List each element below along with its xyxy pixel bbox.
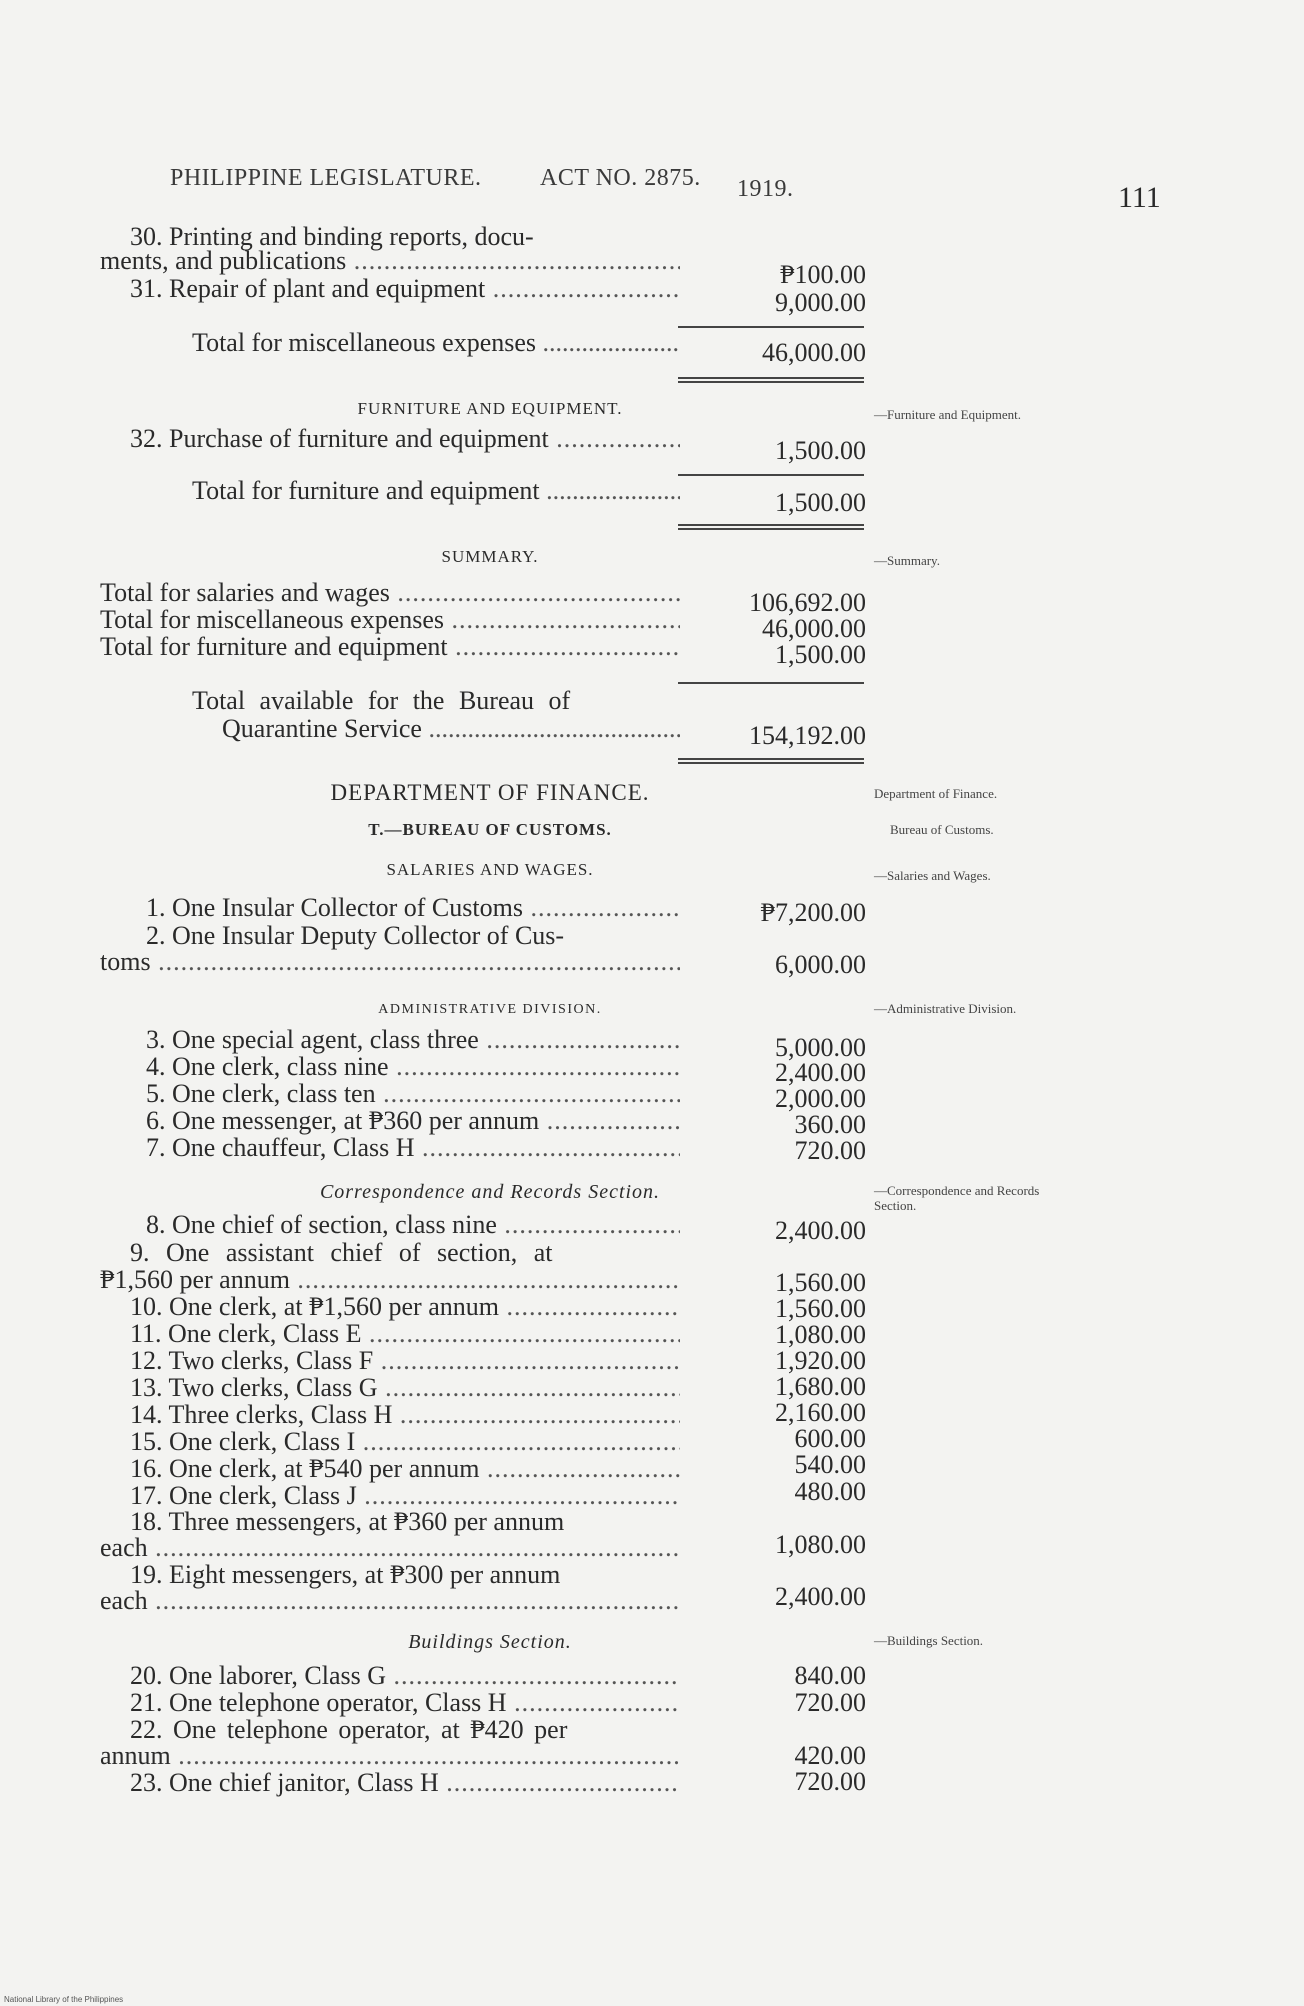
item-2-line1: 2. One Insular Deputy Collector of Cus- xyxy=(146,921,565,950)
item-8: 8. One chief of section, class nine ..... xyxy=(146,1210,680,1240)
summary-total-line1: Total available for the Bureau of xyxy=(192,686,571,715)
item-30-line2: ments, and publications ..... xyxy=(100,246,680,276)
item-23: 23. One chief janitor, Class H ..... xyxy=(130,1768,680,1798)
item-30-amount: ₱100.00 xyxy=(780,260,866,289)
salaries-side-note: —Salaries and Wages. xyxy=(874,868,991,883)
correspondence-row-amount: 600.00 xyxy=(794,1424,866,1453)
footer-credit: National Library of the Philippines xyxy=(4,1995,124,2004)
admin-row-amount: 5,000.00 xyxy=(775,1033,866,1062)
item-9-amount: 1,560.00 xyxy=(775,1268,866,1297)
item-22-line2: annum ..... xyxy=(100,1741,680,1771)
misc-total-label: Total for miscellaneous expenses ..... xyxy=(192,328,680,358)
item-19-amount: 2,400.00 xyxy=(775,1582,866,1611)
misc-total-amount: 46,000.00 xyxy=(762,338,866,367)
bureau-side-note: Bureau of Customs. xyxy=(890,822,994,837)
correspondence-row: 13. Two clerks, Class G ..... xyxy=(130,1373,680,1403)
furniture-side-note: —Furniture and Equipment. xyxy=(874,407,1021,422)
summary-row: Total for miscellaneous expenses ..... xyxy=(100,605,680,635)
correspondence-row-amount: 540.00 xyxy=(794,1450,866,1479)
correspondence-row: 11. One clerk, Class E ..... xyxy=(130,1319,680,1349)
admin-row: 6. One messenger, at ₱360 per annum ..... xyxy=(146,1106,680,1136)
item-2-line2: toms ..... xyxy=(100,947,680,977)
correspondence-row-amount: 1,560.00 xyxy=(775,1294,866,1323)
admin-row-amount: 2,400.00 xyxy=(775,1058,866,1087)
item-19-line1: 19. Eight messengers, at ₱300 per annum xyxy=(130,1560,561,1589)
admin-row-amount: 720.00 xyxy=(794,1136,866,1165)
item-32: 32. Purchase of furniture and equipment ..... xyxy=(130,424,680,454)
furniture-total-amount: 1,500.00 xyxy=(775,488,866,517)
summary-total-line2: Quarantine Service ..... xyxy=(222,714,680,744)
correspondence-row: 12. Two clerks, Class F ..... xyxy=(130,1346,680,1376)
item-22-amount: 420.00 xyxy=(794,1741,866,1770)
buildings-heading: Buildings Section. xyxy=(408,1631,572,1653)
correspondence-row: 14. Three clerks, Class H ..... xyxy=(130,1400,680,1430)
admin-row-amount: 2,000.00 xyxy=(775,1084,866,1113)
correspondence-heading: Correspondence and Records Section. xyxy=(319,1181,661,1203)
correspondence-row: 16. One clerk, at ₱540 per annum ..... xyxy=(130,1454,680,1484)
item-21: 21. One telephone operator, Class H ..... xyxy=(130,1688,680,1718)
running-title: PHILIPPINE LEGISLATURE. xyxy=(170,165,482,191)
correspondence-row-amount: 480.00 xyxy=(794,1477,866,1506)
buildings-side-note: —Buildings Section. xyxy=(874,1633,984,1648)
admin-row-amount: 360.00 xyxy=(794,1110,866,1139)
correspondence-row: 15. One clerk, Class I ..... xyxy=(130,1427,680,1457)
item-21-amount: 720.00 xyxy=(794,1688,866,1717)
admin-row: 3. One special agent, class three ..... xyxy=(146,1025,680,1055)
page-number: 111 xyxy=(1118,181,1161,214)
summary-side-note: —Summary. xyxy=(874,553,940,568)
summary-row-amount: 1,500.00 xyxy=(775,640,866,669)
item-1: 1. One Insular Collector of Customs ..... xyxy=(146,893,680,923)
department-side-note: Department of Finance. xyxy=(874,786,998,801)
item-31: 31. Repair of plant and equipment ..... xyxy=(130,274,680,304)
correspondence-row: 17. One clerk, Class J ..... xyxy=(130,1481,680,1511)
item-20-amount: 840.00 xyxy=(794,1661,866,1690)
correspondence-side-note: —Correspondence and Records Section. xyxy=(874,1183,1040,1213)
item-19-line2: each ..... xyxy=(100,1586,680,1616)
item-9-line2: ₱1,560 per annum ..... xyxy=(100,1265,680,1295)
item-8-amount: 2,400.00 xyxy=(775,1216,866,1245)
item-31-amount: 9,000.00 xyxy=(775,288,866,317)
item-23-amount: 720.00 xyxy=(794,1767,866,1796)
item-30-line1: 30. Printing and binding reports, docu- xyxy=(130,222,534,251)
summary-row: Total for salaries and wages ..... xyxy=(100,578,680,608)
double-rule xyxy=(678,758,864,764)
item-18-line1: 18. Three messengers, at ₱360 per annum xyxy=(130,1507,565,1536)
correspondence-row-amount: 1,080.00 xyxy=(775,1320,866,1349)
item-22-line1: 22. One telephone operator, at ₱420 per xyxy=(130,1715,568,1744)
correspondence-row-amount: 1,680.00 xyxy=(775,1372,866,1401)
double-rule xyxy=(678,377,864,383)
bureau-heading: T.—BUREAU OF CUSTOMS. xyxy=(368,820,612,839)
department-heading: DEPARTMENT OF FINANCE. xyxy=(330,780,650,805)
summary-row: Total for furniture and equipment ..... xyxy=(100,632,680,662)
act-number: ACT NO. 2875. xyxy=(540,165,701,191)
correspondence-row: 10. One clerk, at ₱1,560 per annum ..... xyxy=(130,1292,680,1322)
admin-heading: ADMINISTRATIVE DIVISION. xyxy=(378,1002,602,1017)
furniture-heading: FURNITURE AND EQUIPMENT. xyxy=(357,399,623,418)
subtotal-rule xyxy=(678,474,864,476)
year: 1919. xyxy=(737,176,794,202)
double-rule xyxy=(678,524,864,530)
admin-row: 7. One chauffeur, Class H ..... xyxy=(146,1133,680,1163)
summary-total-amount: 154,192.00 xyxy=(749,721,866,750)
subtotal-rule xyxy=(678,326,864,328)
admin-side-note: —Administrative Division. xyxy=(874,1001,1017,1016)
item-32-amount: 1,500.00 xyxy=(775,436,866,465)
summary-heading: SUMMARY. xyxy=(441,547,539,566)
correspondence-row-amount: 2,160.00 xyxy=(775,1398,866,1427)
admin-row: 4. One clerk, class nine ..... xyxy=(146,1052,680,1082)
item-18-line2: each ..... xyxy=(100,1533,680,1563)
item-1-amount: ₱7,200.00 xyxy=(760,898,866,927)
salaries-heading: SALARIES AND WAGES. xyxy=(386,860,594,879)
furniture-total-label: Total for furniture and equipment ..... xyxy=(192,476,680,506)
subtotal-rule xyxy=(678,682,864,684)
item-20: 20. One laborer, Class G ..... xyxy=(130,1661,680,1691)
item-2-amount: 6,000.00 xyxy=(775,950,866,979)
item-9-line1: 9. One assistant chief of section, at xyxy=(130,1238,553,1267)
admin-row: 5. One clerk, class ten ..... xyxy=(146,1079,680,1109)
summary-row-amount: 106,692.00 xyxy=(749,588,866,617)
summary-row-amount: 46,000.00 xyxy=(762,614,866,643)
item-18-amount: 1,080.00 xyxy=(775,1530,866,1559)
correspondence-row-amount: 1,920.00 xyxy=(775,1346,866,1375)
